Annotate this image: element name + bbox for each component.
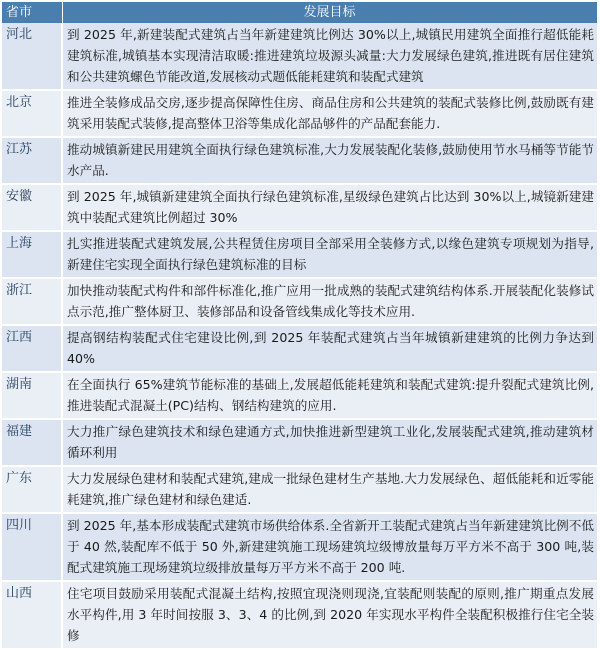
province-cell: 上海 <box>2 231 62 278</box>
goal-cell: 到 2025 年,基本形成装配式建筑市场供给体系.全省新开工装配式建筑占当年新建建筑比例不低于 40 然,装配库不低于 50 外,新建建筑施工现场建筑垃级博放量每万平方米不高于 300 吨,装配式建筑施工现场建筑垃级排放量每万平方米不高于 200 吨. <box>62 513 597 581</box>
goal-cell: 提高钢结构装配式住宅建设比例,到 2025 年装配式建筑占当年城镇新建建筑的比例力争达到 40% <box>62 325 597 372</box>
province-cell: 江苏 <box>2 137 62 184</box>
goal-cell: 推进全装修成品交房,逐步提高保障性住房、商品住房和公共建筑的装配式装修比例,鼓励既有建筑采用装配式装修,提高整体卫浴等集成化部品够件的产品配套能力. <box>62 90 597 137</box>
table-row <box>2 23 597 90</box>
goal-cell: 大力发展绿色建材和装配式建筑,建成一批绿色建材生产基地.大力发展绿色、超低能耗和近零能耗建筑,推广绿色建材和绿色建适. <box>62 466 597 513</box>
table-row <box>2 419 597 466</box>
province-cell: 河北 <box>2 23 62 90</box>
province-cell: 浙江 <box>2 278 62 325</box>
table-header-row <box>2 2 597 23</box>
table-row <box>2 231 597 278</box>
goal-cell: 到 2025 年,新建装配式建筑占当年新建建筑比例达 30%以上,城镇民用建筑全面推行超低能耗建筑标准,城镇基本实现清洁取暖:推进建筑垃圾源头减量:大力发展绿色建筑,推进既有居住建筑和公共建筑螺色节能改道,发展核动式题低能耗建筑和装配式建筑 <box>62 23 597 90</box>
goal-cell: 加快推动装配式构件和部件标准化,推广应用一批成熟的装配式建筑结构体系.开展装配化装修试点示范,推广整体厨卫、装修部品和设备管线集成化等技术应用. <box>62 278 597 325</box>
table-row <box>2 466 597 513</box>
goal-cell: 在全面执行 65%建筑节能标准的基础上,发展超低能耗建筑和装配式建筑:提升裂配式建筑比例,推进装配式混凝土(PC)结构、钢结构建筑的应用. <box>62 372 597 419</box>
province-cell: 广东 <box>2 466 62 513</box>
table-row <box>2 184 597 231</box>
goal-cell: 扎实推进装配式建筑发展,公共程赁住房项目全部采用全装修方式,以缘色建筑专项规划为指导,新建住宅实现全面执行绿色建筑标准的目标 <box>62 231 597 278</box>
province-cell: 北京 <box>2 90 62 137</box>
table-row <box>2 278 597 325</box>
province-cell: 湖南 <box>2 372 62 419</box>
table-row <box>2 325 597 372</box>
goal-cell: 到 2025 年,城镇新建建筑全面执行绿色建筑标准,星级绿色建筑占比达到 30%以上,城镜新建建筑中装配式建筑比例超过 30% <box>62 184 597 231</box>
goal-cell: 推动城镇新建民用建筑全面执行绿色建筑标准,大力发展装配化装修,鼓励使用节水马桶等节能节水产品. <box>62 137 597 184</box>
province-cell: 四川 <box>2 513 62 581</box>
province-cell: 安徽 <box>2 184 62 231</box>
goal-cell: 住宅项目鼓励采用装配式混凝土结构,按照宜现浇则现浇,宜装配则装配的原则,推广期重点发展水平构件,用 3 年时间按服 3、3、4 的比例,到 2020 年实现水平构件全装配积极推行住宅全装修 <box>62 581 597 649</box>
goal-cell: 大力推广绿色建筑技术和绿色建通方式,加快推进新型建筑工业化,发展装配式建筑,推动建筑材循环利用 <box>62 419 597 466</box>
table-row <box>2 90 597 137</box>
table-row <box>2 513 597 581</box>
table-row <box>2 581 597 649</box>
province-cell: 山西 <box>2 581 62 649</box>
policy-table <box>2 2 598 650</box>
province-cell: 福建 <box>2 419 62 466</box>
column-header-goal: 发展目标 <box>62 2 597 23</box>
table-row <box>2 372 597 419</box>
province-cell: 江西 <box>2 325 62 372</box>
column-header-province: 省市 <box>2 2 62 23</box>
table-row <box>2 137 597 184</box>
